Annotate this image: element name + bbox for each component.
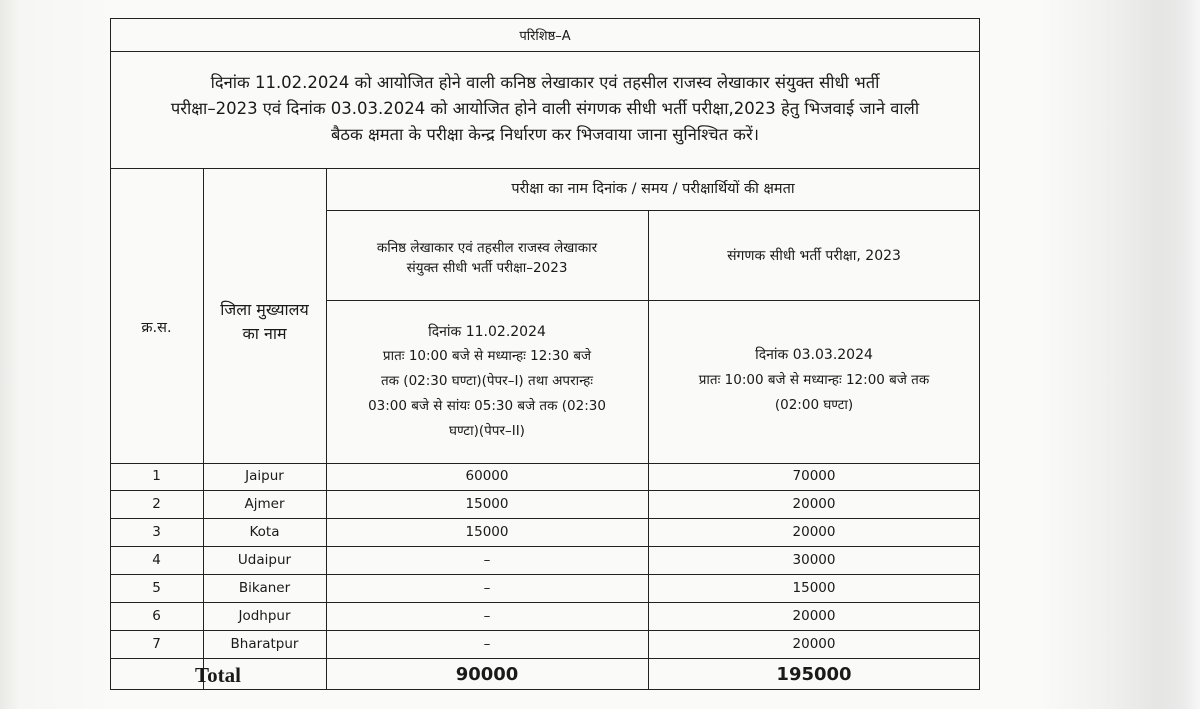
- row-sno: 1: [152, 468, 161, 484]
- row-district: Udaipur: [237, 552, 292, 568]
- row-sno: 4: [152, 552, 161, 568]
- col-header-district-line-2: का नाम: [242, 324, 287, 343]
- exam2-schedule-line-2: प्रातः 10:00 बजे से मध्यान्हः 12:00 बजे तक: [698, 372, 930, 388]
- page-edge-shadow: [1155, 0, 1200, 709]
- total-label: Total: [195, 663, 241, 687]
- row-exam1-capacity: –: [483, 608, 491, 624]
- rule-below-group-header: [326, 210, 980, 211]
- row-exam2-capacity: 70000: [792, 468, 836, 484]
- row-exam1-capacity: 15000: [465, 524, 509, 540]
- row-exam1-capacity: 15000: [465, 496, 509, 512]
- exam2-date: दिनांक 03.03.2024: [755, 347, 873, 363]
- row-district: Bikaner: [238, 580, 291, 596]
- col-header-sno: क्र.स.: [141, 320, 172, 336]
- row-exam1-capacity: –: [483, 636, 491, 652]
- row-exam2-capacity: 20000: [792, 636, 836, 652]
- row-district: Bharatpur: [230, 636, 299, 652]
- exam1-name-line-1: कनिष्ठ लेखाकार एवं तहसील राजस्व लेखाकार: [376, 240, 598, 256]
- row-exam1-capacity: –: [483, 580, 491, 596]
- intro-line-2: परीक्षा–2023 एवं दिनांक 03.03.2024 को आयोजित होने वाली संगणक सीधी भर्ती परीक्षा,2023 हेतु भिजवाई जाने वाली: [170, 99, 920, 118]
- rule-row-7: [110, 658, 980, 659]
- rule-below-intro: [110, 168, 980, 169]
- row-exam2-capacity: 20000: [792, 524, 836, 540]
- row-district: Kota: [249, 524, 280, 540]
- exam2-schedule-line-3: (02:00 घण्टा): [774, 397, 854, 413]
- intro-line-1: दिनांक 11.02.2024 को आयोजित होने वाली कनिष्ठ लेखाकार एवं तहसील राजस्व लेखाकार संयुक्त सीधी भर्ती: [210, 73, 880, 92]
- exam1-schedule-line-2: प्रातः 10:00 बजे से मध्यान्हः 12:30 बजे: [382, 348, 592, 364]
- exam1-name-line-2: संयुक्त सीधी भर्ती परीक्षा–2023: [406, 260, 568, 276]
- row-sno: 5: [152, 580, 161, 596]
- intro-line-3: बैठक क्षमता के परीक्षा केन्द्र निर्धारण कर भिजवाया जाना सुनिश्चित करें।: [331, 125, 759, 144]
- row-district: Ajmer: [244, 496, 285, 512]
- total-exam2: 195000: [776, 664, 852, 685]
- row-sno: 6: [152, 608, 161, 624]
- row-sno: 2: [152, 496, 161, 512]
- exam1-date: दिनांक 11.02.2024: [428, 324, 546, 340]
- row-exam1-capacity: –: [483, 552, 491, 568]
- exam1-schedule-line-3: तक (02:30 घण्टा)(पेपर–I) तथा अपरान्हः: [380, 373, 594, 389]
- row-sno: 7: [152, 636, 161, 652]
- row-district: Jaipur: [245, 468, 284, 484]
- group-header: परीक्षा का नाम दिनांक / समय / परीक्षार्थियों की क्षमता: [511, 181, 795, 197]
- col-header-district-line-1: जिला मुख्यालय: [220, 300, 309, 319]
- row-district: Jodhpur: [238, 608, 291, 624]
- exam1-schedule-line-5: घण्टा)(पेपर–II): [449, 423, 525, 439]
- row-exam2-capacity: 20000: [792, 496, 836, 512]
- exam1-schedule-line-4: 03:00 बजे से सांयः 05:30 बजे तक (02:30: [368, 398, 606, 414]
- row-exam2-capacity: 15000: [792, 580, 836, 596]
- total-exam1: 90000: [455, 664, 519, 685]
- rule-below-exam-names: [326, 300, 980, 301]
- row-exam2-capacity: 20000: [792, 608, 836, 624]
- rule-below-appendix: [110, 51, 980, 52]
- row-exam2-capacity: 30000: [792, 552, 836, 568]
- row-exam1-capacity: 60000: [465, 468, 509, 484]
- appendix-title: परिशिष्ठ–A: [519, 29, 571, 44]
- row-sno: 3: [152, 524, 161, 540]
- exam2-name: संगणक सीधी भर्ती परीक्षा, 2023: [727, 248, 901, 264]
